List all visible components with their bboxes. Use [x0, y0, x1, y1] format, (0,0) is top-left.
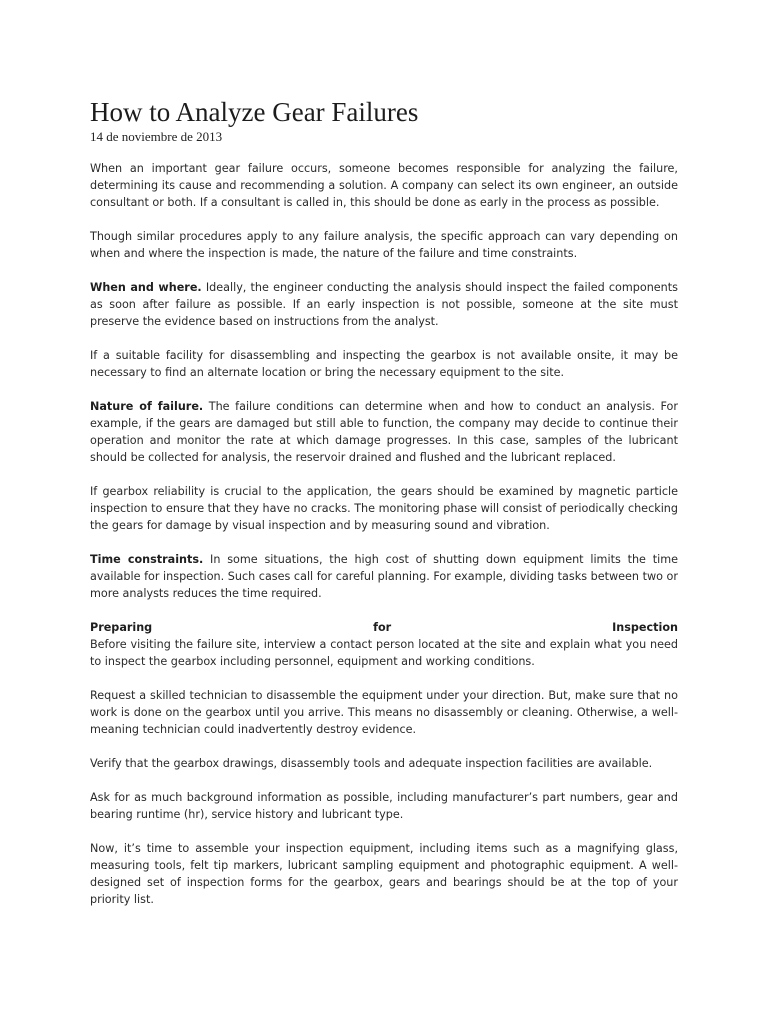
paragraph-verify: Verify that the gearbox drawings, disassembly tools and adequate inspection facilities are available. — [90, 757, 653, 770]
section-heading-word: Preparing — [90, 621, 153, 634]
section-heading-word: for — [373, 621, 392, 634]
heading-time-constraints: Time constraints. — [90, 553, 204, 566]
paragraph-intro: When an important gear failure occurs, someone becomes responsible for analyzing the failure, determining its cause and recommending a solution. A company can select its own engineer, an outside consultant or both. If a consultant is called in, this should be done as early in the process as possible. — [90, 162, 678, 209]
paragraph-before-visiting: Before visiting the failure site, interview a contact person located at the site and explain what you need to inspect the gearbox including personnel, equipment and working conditions. — [90, 638, 678, 668]
section-heading-preparing — [90, 619, 678, 636]
document-date: 14 de noviembre de 2013 — [90, 129, 223, 144]
paragraph-technician: Request a skilled technician to disassemble the equipment under your direction. But, make sure that no work is done on the gearbox until you arrive. This means no disassembly or cleaning. Otherwise, a well-meaning technician could inadvertently destroy evidence. — [90, 689, 678, 736]
paragraph-reliability: If gearbox reliability is crucial to the application, the gears should be examined by magnetic particle inspection to ensure that they have no cracks. The monitoring phase will consist of periodically checking the gears for damage by visual inspection and by measuring sound and vibration. — [90, 485, 678, 532]
paragraph-procedures: Though similar procedures apply to any failure analysis, the specific approach can vary depending on when and where the inspection is made, the nature of the failure and time constraints. — [90, 230, 678, 260]
paragraph-when-where — [90, 279, 678, 330]
paragraph-nature — [90, 398, 678, 466]
paragraph-time — [90, 551, 678, 602]
section-heading-word: Inspection — [612, 621, 678, 634]
paragraph-facility: If a suitable facility for disassembling and inspecting the gearbox is not available onsite, it may be necessary to find an alternate location or bring the necessary equipment to the site. — [90, 349, 678, 379]
paragraph-when-where-text: Ideally, the engineer conducting the analysis should inspect the failed components as soon after failure as possible. If an early inspection is not possible, someone at the site must preserve the evidence based on instructions from the analyst. — [90, 281, 678, 328]
paragraph-time-text: In some situations, the high cost of shutting down equipment limits the time available for inspection. Such cases call for careful planning. For example, dividing tasks between two or more analysts reduces the time required. — [90, 553, 678, 600]
paragraph-nature-text: The failure conditions can determine when and how to conduct an analysis. For example, if the gears are damaged but still able to function, the company may decide to continue their operation and monitor the rate at which damage progresses. In this case, samples of the lubricant should be collected for analysis, the reservoir drained and flushed and the lubricant replaced. — [90, 400, 678, 464]
paragraph-equipment: Now, it’s time to assemble your inspection equipment, including items such as a magnifying glass, measuring tools, felt tip markers, lubricant sampling equipment and photographic equipment. A well-designed set of inspection forms for the gearbox, gears and bearings should be at the top of your priority list. — [90, 842, 678, 906]
heading-when-where: When and where. — [90, 281, 202, 294]
paragraph-background: Ask for as much background information as possible, including manufacturer’s part numbers, gear and bearing runtime (hr), service history and lubricant type. — [90, 791, 678, 821]
document-page — [90, 96, 678, 908]
heading-nature-of-failure: Nature of failure. — [90, 400, 204, 413]
document-title: How to Analyze Gear Failures — [90, 97, 419, 127]
